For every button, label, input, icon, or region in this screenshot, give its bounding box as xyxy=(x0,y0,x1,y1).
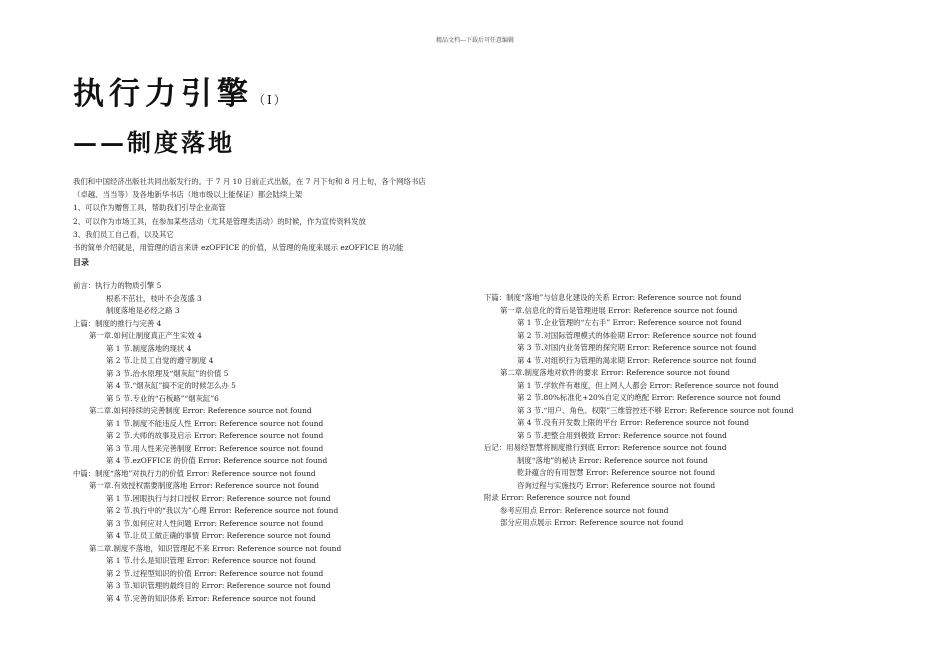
book-title xyxy=(73,74,288,120)
toc-entry[interactable]: 第 4 节.让员工做正确的事情 Error: Reference source not found xyxy=(106,531,331,540)
toc-entry[interactable]: 第 3 节.如何应对人性问题 Error: Reference source not found xyxy=(106,518,324,528)
toc-entry[interactable]: 第 4 节.ezOFFICE 的价值 Error: Reference source not found xyxy=(106,456,328,465)
toc-entry[interactable]: 第 5 节.把整合用到极致 Error: Reference source not found xyxy=(517,430,727,440)
intro-line: 1、可以作为赠售工具，帮助我们引导企业高管 xyxy=(73,203,226,213)
toc-left-column xyxy=(73,280,473,605)
intro-line: 2、可以作为市场工具，在参加某些活动（尤其是管理类活动）的时候，作为宣传资料发放 xyxy=(73,216,366,226)
toc-entry[interactable]: 前言：执行力的物质引擎 5 xyxy=(73,281,162,290)
book-title-text: 执行力引擎 xyxy=(73,76,253,112)
toc-entry[interactable]: 第 2 节.过程型知识的价值 Error: Reference source not found xyxy=(106,568,324,578)
toc-entry[interactable]: 第 4 节.“烟灰缸”搞不定的时候怎么办 5 xyxy=(106,381,236,390)
toc-entry[interactable]: 后记：用易经智慧将制度推行到底 Error: Reference source not found xyxy=(484,443,727,452)
toc-entry[interactable]: 第 1 节.什么是知识管理 Error: Reference source not found xyxy=(106,556,316,565)
toc-entry[interactable]: 制度落地是必经之路 3 xyxy=(106,306,180,315)
toc-entry[interactable]: 咨询过程与实施技巧 Error: Reference source not found xyxy=(517,480,716,490)
intro-line: 3、我们员工自己看，以及其它 xyxy=(73,229,174,239)
toc-entry[interactable]: 第 4 节.对组织行为管理的渴求期 Error: Reference source not found xyxy=(517,355,757,365)
toc-entry[interactable]: 第 1 节.制度不能违反人性 Error: Reference source not found xyxy=(106,418,324,428)
toc-entry[interactable]: 第二章.如何持续的完善制度 Error: Reference source not found xyxy=(89,406,312,415)
toc-entry[interactable]: 第一章.有效授权需要制度落地 Error: Reference source not found xyxy=(89,481,319,490)
toc-entry[interactable]: 第 3 节.知识管理的最终目的 Error: Reference source not found xyxy=(106,581,331,590)
toc-entry[interactable]: 第 3 节.“用户、角色、权限”三维管控还不够 Error: Reference source not found xyxy=(517,405,794,415)
toc-heading: 目录 xyxy=(73,257,89,267)
toc-entry[interactable]: 第二章.制度不落地，知识管理起不来 Error: Reference source not found xyxy=(89,543,342,553)
toc-entry[interactable]: 第 1 节.制度落地的现状 4 xyxy=(106,343,192,353)
toc-entry[interactable]: 第 2 节.执行中的“我以为”心理 Error: Reference source not found xyxy=(106,506,339,515)
toc-entry[interactable]: 第 3 节.用人性来完善制度 Error: Reference source not found xyxy=(106,443,324,453)
intro-line: 书的简单介绍就是，用管理的语言来讲 ezOFFICE 的价值，从管理的角度来展示 ezOFFICE 的功能 xyxy=(73,243,404,253)
toc-entry[interactable]: 下篇：制度“落地”与信息化建设的关系 Error: Reference source not found xyxy=(484,293,742,302)
toc-entry[interactable]: 第 3 节.治水原理及“烟灰缸”的价值 5 xyxy=(106,368,229,378)
toc-entry[interactable]: 第 2 节.大师的故事及启示 Error: Reference source not found xyxy=(106,431,324,440)
toc-entry[interactable]: 第 2 节.80%标准化+20%自定义的绝配 Error: Reference source not found xyxy=(517,393,781,402)
toc-entry[interactable]: 第一章.如何让制度真正产生实效 4 xyxy=(89,331,202,340)
toc-entry[interactable]: 中篇：制度“落地”对执行力的价值 Error: Reference source not found xyxy=(73,468,316,478)
intro-line: （卓越、当当等）及各地新华书店（地市级以上能保证）都会陆续上架 xyxy=(73,190,303,200)
toc-entry[interactable]: 第 1 节.企业管理的“左右手” Error: Reference source not found xyxy=(517,318,742,327)
toc-entry[interactable]: 第 4 节.没有开发数上限的平台 Error: Reference source not found xyxy=(517,418,750,427)
toc-entry[interactable]: 第二章.制度落地对软件的要求 Error: Reference source not found xyxy=(500,368,730,377)
toc-entry[interactable]: 上篇：制度的推行与完善 4 xyxy=(73,318,162,328)
book-subtitle: ——制度落地 xyxy=(73,128,235,157)
page-header-note: 精品文档---下载后可任意编辑 xyxy=(435,37,515,44)
toc-entry[interactable]: 第 1 节.困眼执行与封口授权 Error: Reference source not found xyxy=(106,493,331,503)
toc-entry[interactable]: 参考应用点 Error: Reference source not found xyxy=(500,505,669,515)
toc-entry[interactable]: 第 2 节.让员工自觉的遵守制度 4 xyxy=(106,356,214,365)
toc-entry[interactable]: 第 4 节.完善的知识体系 Error: Reference source not found xyxy=(106,593,316,603)
volume-label: （I） xyxy=(253,93,288,107)
toc-right-column xyxy=(484,292,884,530)
toc-entry[interactable]: 乾卦蕴含的有用智慧 Error: Reference source not found xyxy=(517,468,716,477)
toc-entry[interactable]: 第 3 节.对国内业务管理的探究期 Error: Reference source not found xyxy=(517,343,757,352)
intro-line: 我们和中国经济出版社共同出版发行的。于 7 月 10 日前正式出版，在 7 月下旬和 8 月上旬，各个网络书店 xyxy=(73,177,426,186)
intro-section xyxy=(73,175,473,254)
toc-entry[interactable]: 第 1 节.学软件有难度，但上网人人都会 Error: Reference source not found xyxy=(517,380,779,390)
toc-entry[interactable]: 第 2 节.对国际管理模式的体验期 Error: Reference source not found xyxy=(517,330,757,340)
toc-entry[interactable]: 部分应用点展示 Error: Reference source not found xyxy=(500,518,684,527)
toc-entry[interactable]: 制度“落地”的秘诀 Error: Reference source not found xyxy=(517,455,708,465)
toc-entry[interactable]: 第 5 节.专业的“石板路”“烟灰缸”6 xyxy=(106,393,219,403)
toc-entry[interactable]: 根系不茁壮，枝叶不会茂盛 3 xyxy=(106,293,202,303)
toc-entry[interactable]: 第一章.信息化的背后是管理进展 Error: Reference source not found xyxy=(500,305,738,315)
toc-entry[interactable]: 附录 Error: Reference source not found xyxy=(484,493,631,502)
